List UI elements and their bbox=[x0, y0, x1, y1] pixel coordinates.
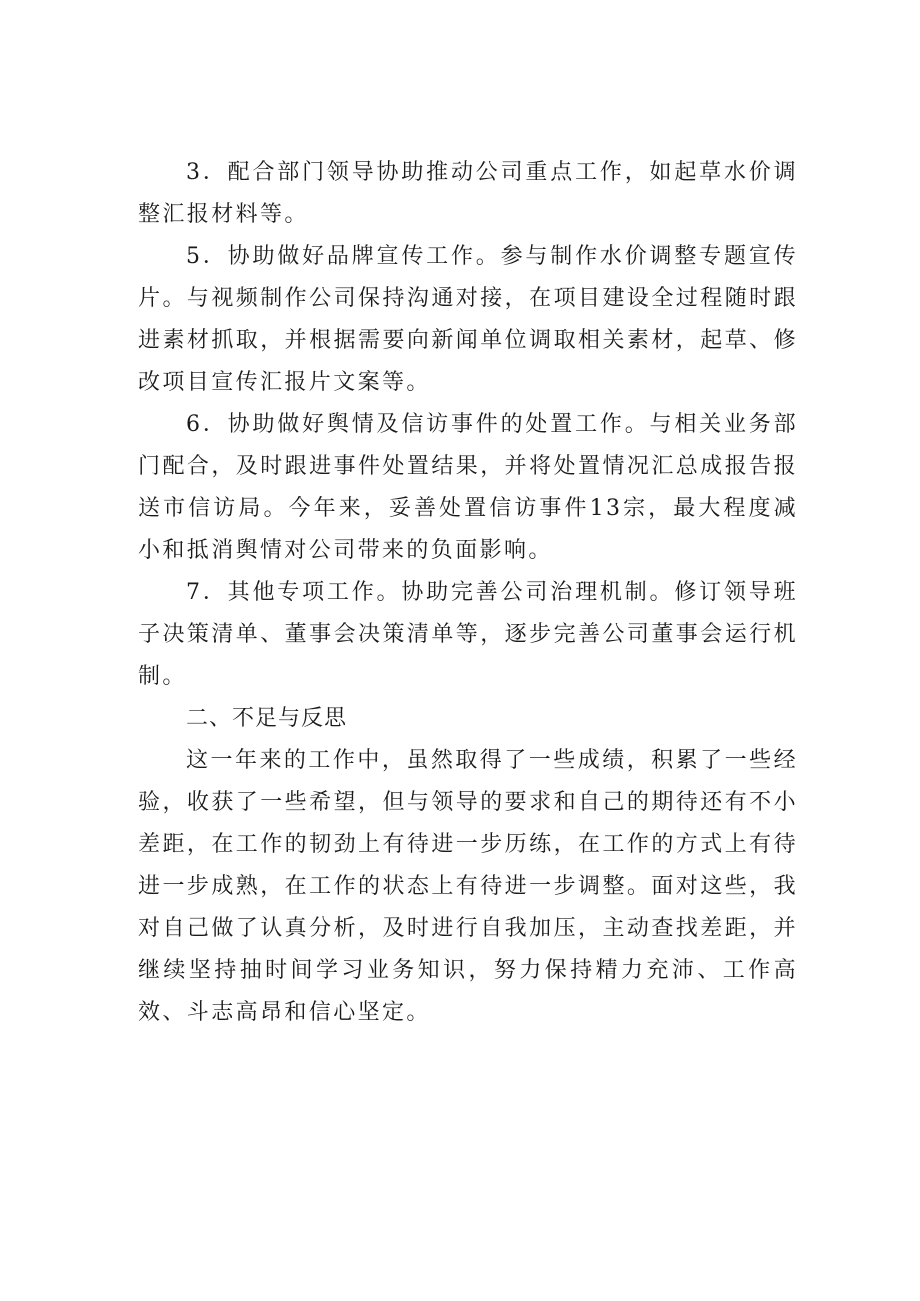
paragraph-item-7: 7．其他专项工作。协助完善公司治理机制。修订领导班子决策清单、董事会决策清单等，逐步完善公司董事会运行机制。 bbox=[138, 580, 798, 689]
paragraph-item-6: 6．协助做好舆情及信访事件的处置工作。与相关业务部门配合，及时跟进事件处置结果，并将处置情况汇总成报告报送市信访局。今年来，妥善处置信访事件13宗，最大程度减小和抵消舆情对公司带来的负面影响。 bbox=[138, 412, 798, 563]
paragraph-reflection: 这一年来的工作中，虽然取得了一些成绩，积累了一些经验，收获了一些希望，但与领导的要求和自己的期待还有不小差距，在工作的韧劲上有待进一步历练，在工作的方式上有待进一步成熟，在工作的状态上有待进一步调整。面对这些，我对自己做了认真分析，及时进行自我加压，主动查找差距，并继续坚持抽时间学习业务知识，努力保持精力充沛、工作高效、斗志高昂和信心坚定。 bbox=[138, 748, 798, 1025]
paragraph-item-5: 5．协助做好品牌宣传工作。参与制作水价调整专题宣传片。与视频制作公司保持沟通对接，在项目建设全过程随时跟进素材抓取，并根据需要向新闻单位调取相关素材，起草、修改项目宣传汇报片文案等。 bbox=[138, 244, 798, 395]
document-body bbox=[138, 152, 798, 1034]
paragraph-item-3: 3．配合部门领导协助推动公司重点工作，如起草水价调整汇报材料等。 bbox=[138, 160, 798, 227]
section-heading: 二、不足与反思 bbox=[186, 706, 348, 731]
